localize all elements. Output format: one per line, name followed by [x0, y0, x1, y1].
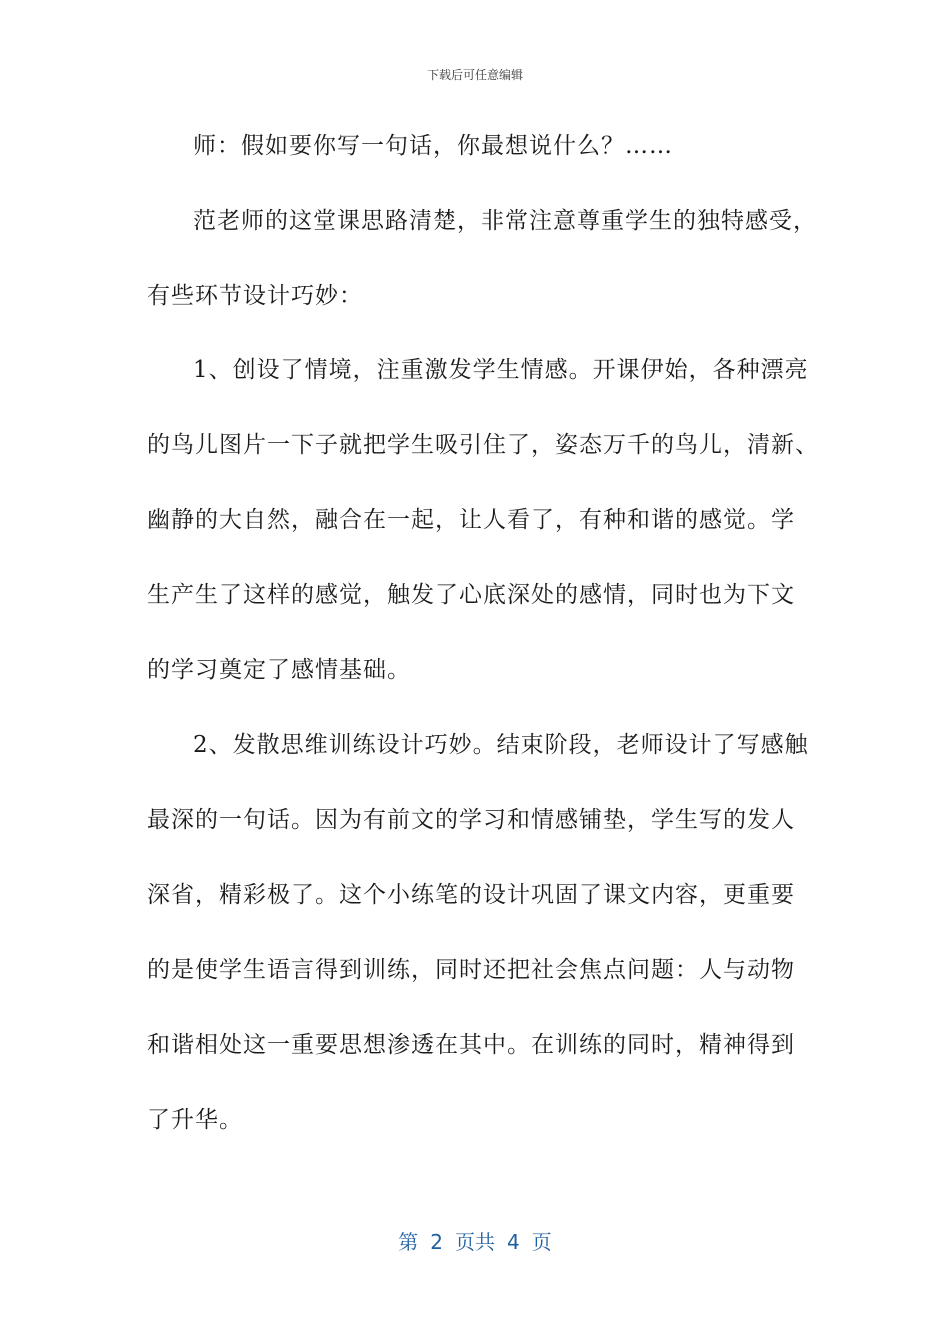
paragraph-line: 的鸟儿图片一下子就把学生吸引住了，姿态万千的鸟儿，清新、 [147, 432, 819, 458]
paragraph-line: 深省，精彩极了。这个小练笔的设计巩固了课文内容，更重要 [147, 882, 795, 908]
page-suffix: 页 [531, 1230, 552, 1254]
paragraph-line: 的学习奠定了感情基础。 [147, 657, 411, 683]
paragraph-line: 2、发散思维训练设计巧妙。结束阶段，老师设计了写感触 [193, 732, 809, 758]
paragraph-line: 的是使学生语言得到训练，同时还把社会焦点问题：人与动物 [147, 957, 795, 983]
page-middle: 页共 [455, 1230, 495, 1254]
paragraph-line: 了升华。 [147, 1107, 243, 1133]
paragraph-line: 和谐相处这一重要思想渗透在其中。在训练的同时，精神得到 [147, 1032, 795, 1058]
paragraph-line: 有些环节设计巧妙： [147, 283, 363, 309]
paragraph-line: 师：假如要你写一句话，你最想说什么？…… [193, 133, 673, 159]
paragraph-line: 1、创设了情境，注重激发学生情感。开课伊始，各种漂亮 [193, 357, 809, 383]
page-prefix: 第 [398, 1230, 419, 1254]
paragraph-line: 最深的一句话。因为有前文的学习和情感铺垫，学生写的发人 [147, 807, 795, 833]
total-pages: 4 [507, 1230, 520, 1254]
page-header: 下载后可任意编辑 [426, 68, 523, 82]
page-footer [0, 1226, 950, 1255]
page-number: 2 [430, 1230, 443, 1254]
paragraph-line: 范老师的这堂课思路清楚，非常注意尊重学生的独特感受， [193, 208, 817, 234]
paragraph-line: 生产生了这样的感觉，触发了心底深处的感情，同时也为下文 [147, 582, 795, 608]
paragraph-line: 幽静的大自然，融合在一起，让人看了，有种和谐的感觉。学 [147, 507, 795, 533]
